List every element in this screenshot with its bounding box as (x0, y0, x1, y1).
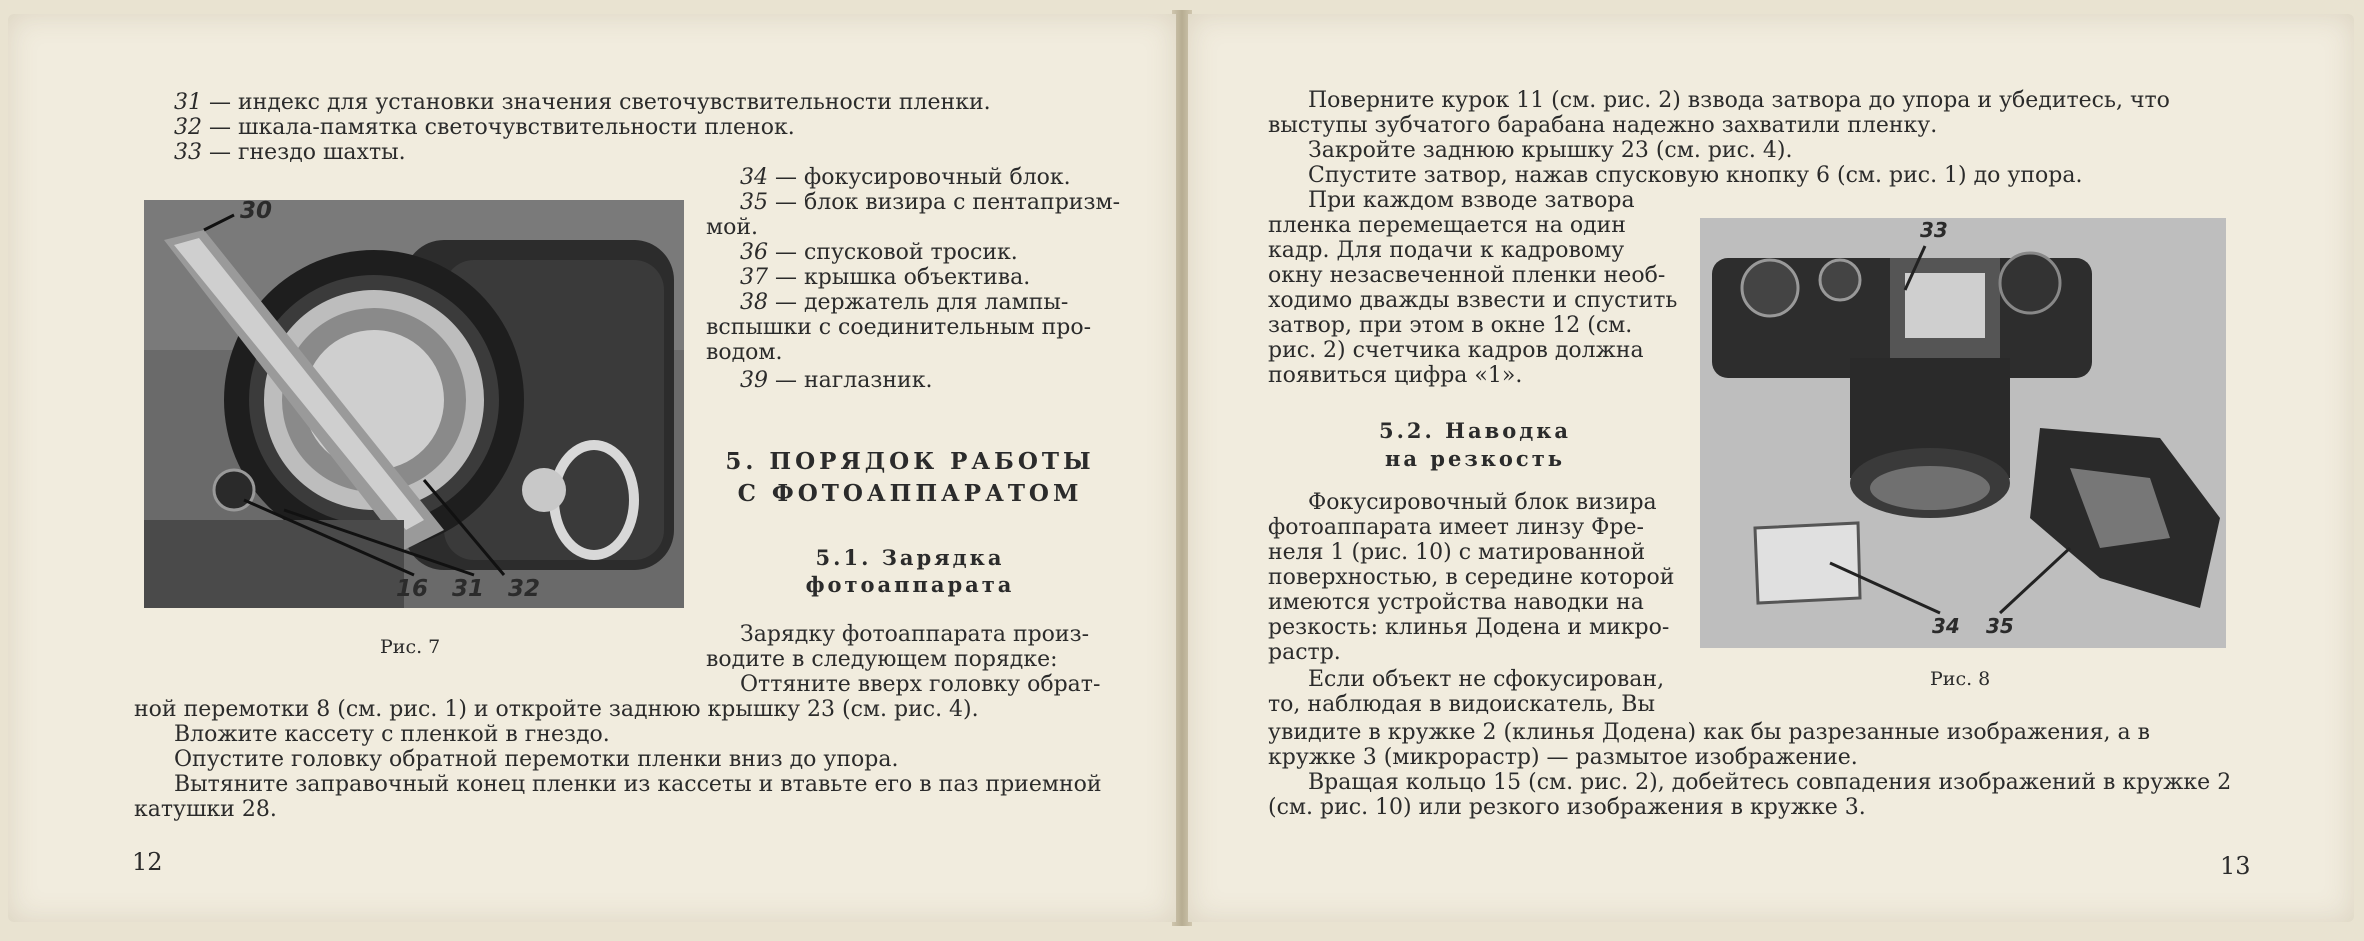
subsection-title-line1: 5.1. Зарядка (815, 545, 1005, 570)
col-line: рис. 2) счетчика кадров должна (1268, 338, 1644, 363)
figure-label: 33 (1920, 218, 1948, 242)
page-number-left: 12 (132, 848, 163, 876)
col-line: фотоаппарата имеет линзу Фре- (1268, 515, 1644, 540)
figure-8-caption: Рис. 8 (1930, 668, 1991, 690)
figure-label: 30 (240, 200, 273, 224)
figure-label: 34 (1932, 614, 1960, 638)
para-line: (см. рис. 10) или резкого изображения в кружке 3. (1268, 795, 1866, 820)
figure-label: 35 (1986, 614, 2014, 638)
list-item-35-cont: мой. (706, 215, 759, 240)
para-line: ной перемотки 8 (см. рис. 1) и откройте заднюю крышку 23 (см. рис. 4). (134, 697, 979, 722)
para-line: Опустите головку обратной перемотки пленки вниз до упора. (174, 747, 899, 772)
section-title-line2: С ФОТОАППАРАТОМ (737, 480, 1083, 507)
list-item-39: 39 — наглазник. (740, 368, 933, 393)
para-line: Оттяните вверх головку обрат- (740, 672, 1101, 697)
para-line: Вытяните заправочный конец пленки из кассеты и втавьте его в паз приемной (174, 772, 1102, 797)
page-number-right: 13 (2220, 852, 2251, 880)
para-line: увидите в кружке 2 (клинья Додена) как бы разрезанные изображения, а в (1268, 720, 2150, 745)
list-item-34: 34 — фокусировочный блок. (740, 165, 1071, 190)
subsection-title-line2: на резкость (1385, 446, 1565, 471)
subsection-title-line2: фотоаппарата (805, 572, 1015, 597)
para-line: Вложите кассету с пленкой в гнездо. (174, 722, 610, 747)
list-item-32: 32 — шкала-памятка светочувствительности пленок. (174, 115, 795, 140)
col-line: При каждом взводе затвора (1308, 188, 1635, 213)
col-line: кадр. Для подачи к кадровому (1268, 238, 1625, 263)
col-line: поверхностью, в середине которой (1268, 565, 1675, 590)
section-title-line1: 5. ПОРЯДОК РАБОТЫ (725, 448, 1095, 475)
figure-label: 16 (396, 576, 429, 602)
subsection-title-line1: 5.2. Наводка (1379, 418, 1571, 443)
col-line: затвор, при этом в окне 12 (см. (1268, 313, 1633, 338)
list-item-37: 37 — крышка объектива. (740, 265, 1031, 290)
figure-7-photo (144, 200, 684, 608)
list-item-36: 36 — спусковой тросик. (740, 240, 1018, 265)
col-line: неля 1 (рис. 10) с матированной (1268, 540, 1646, 565)
para-line: Спустите затвор, нажав спусковую кнопку 6 (см. рис. 1) до упора. (1308, 163, 2083, 188)
col-line: пленка перемещается на один (1268, 213, 1626, 238)
list-item-31: 31 — индекс для установки значения светочувствительности пленки. (174, 90, 991, 115)
list-item-38: 38 — держатель для лампы- (740, 290, 1069, 315)
col-line: резкость: клинья Додена и микро- (1268, 615, 1670, 640)
para-line: водите в следующем порядке: (706, 647, 1058, 672)
col-line: имеются устройства наводки на (1268, 590, 1644, 615)
list-item-38-cont: вспышки с соединительным про- (706, 315, 1092, 340)
col-line: Фокусировочный блок визира (1308, 490, 1657, 515)
para-line: Поверните курок 11 (см. рис. 2) взвода затвора до упора и убедитесь, что (1308, 88, 2170, 113)
figure-7-caption: Рис. 7 (380, 636, 441, 658)
figure-label: 32 (508, 576, 541, 602)
col-line: то, наблюдая в видоискатель, Вы (1268, 692, 1655, 717)
col-line: окну незасвеченной пленки необ- (1268, 263, 1666, 288)
para-line: Зарядку фотоаппарата произ- (740, 622, 1090, 647)
list-item-33: 33 — гнездо шахты. (174, 140, 406, 165)
col-line: появиться цифра «1». (1268, 363, 1523, 388)
list-item-38-cont2: водом. (706, 340, 783, 365)
para-line: выступы зубчатого барабана надежно захватили пленку. (1268, 113, 1938, 138)
col-line: ходимо дважды взвести и спустить (1268, 288, 1678, 313)
para-line: Закройте заднюю крышку 23 (см. рис. 4). (1308, 138, 1793, 163)
col-line: растр. (1268, 640, 1341, 665)
para-line: катушки 28. (134, 797, 277, 822)
figure-label: 31 (452, 576, 485, 602)
figure-8-photo (1700, 218, 2226, 648)
col-line: Если объект не сфокусирован, (1308, 667, 1665, 692)
para-line: Вращая кольцо 15 (см. рис. 2), добейтесь совпадения изображений в кружке 2 (1308, 770, 2232, 795)
list-item-35: 35 — блок визира с пентапризм- (740, 190, 1121, 215)
para-line: кружке 3 (микрорастр) — размытое изображение. (1268, 745, 1858, 770)
